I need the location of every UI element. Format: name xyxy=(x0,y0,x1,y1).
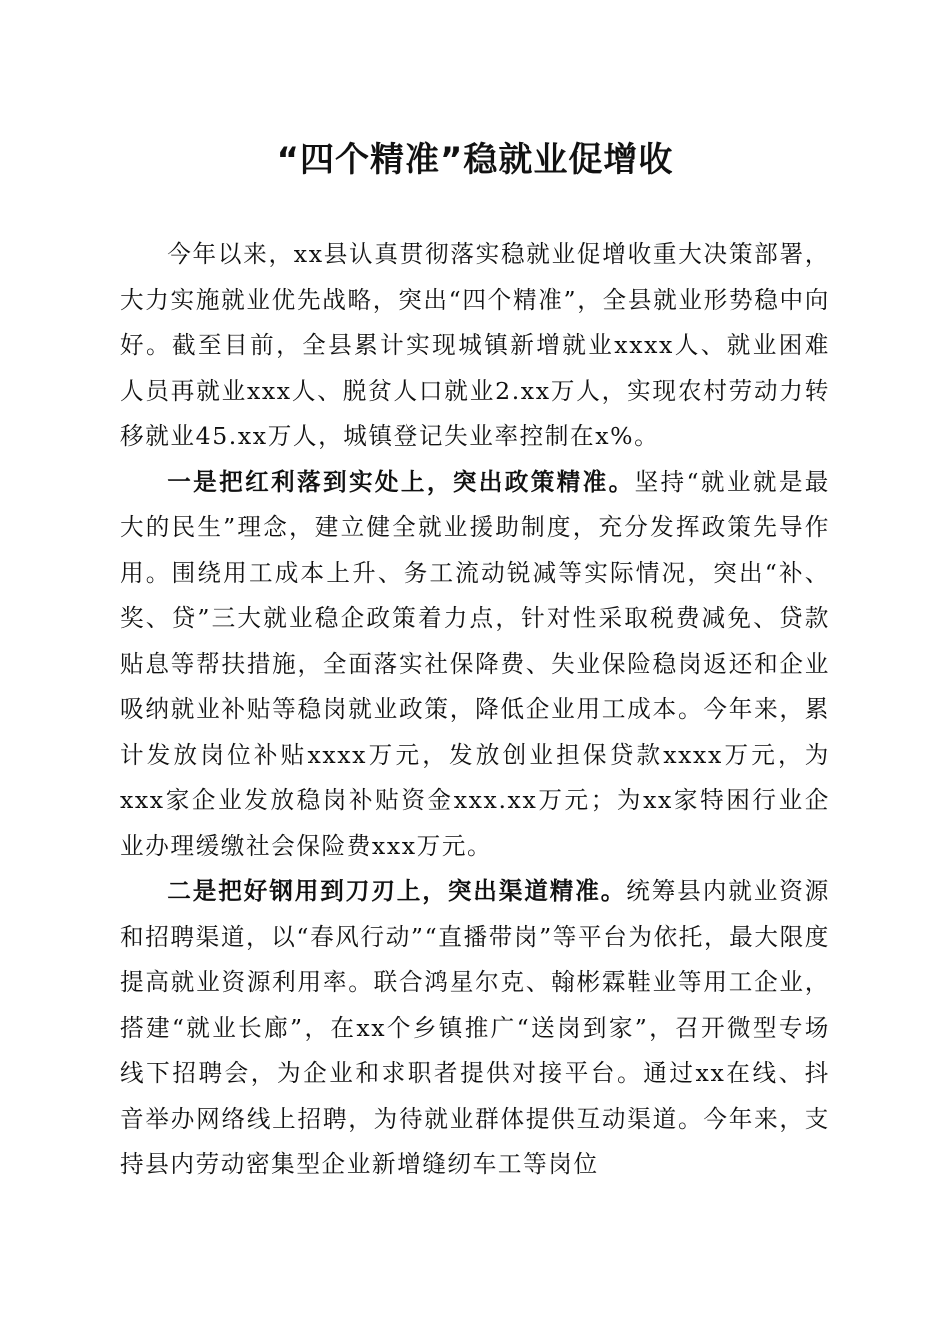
paragraph-lead: 一是把红利落到实处上，突出政策精准。 xyxy=(167,467,635,496)
document-body xyxy=(120,232,830,1188)
paragraph-intro xyxy=(120,232,830,460)
document-title: “四个精准”稳就业促增收 xyxy=(276,140,674,180)
paragraph-text: 统筹县内就业资源和招聘渠道，以“春风行动”“直播带岗”等平台为依托，最大限度提高就业资源利用率。联合鸿星尔克、翰彬霖鞋业等用工企业，搭建“就业长廊”，在xx个乡镇推广“送岗到家”，召开微型专场线下招聘会，为企业和求职者提供对接平台。通过xx在线、抖音举办网络线上招聘，为待就业群体提供互动渠道。今年来，支持县内劳动密集型企业新增缝纫车工等岗位 xyxy=(120,877,830,1178)
paragraph-text: 坚持“就业就是最大的民生”理念，建立健全就业援助制度，充分发挥政策先导作用。围绕用工成本上升、务工流动锐减等实际情况，突出“补、奖、贷”三大就业稳企政策着力点，针对性采取税费减免、贷款贴息等帮扶措施，全面落实社保降费、失业保险稳岗返还和企业吸纳就业补贴等稳岗就业政策，降低企业用工成本。今年来，累计发放岗位补贴xxxx万元，发放创业担保贷款xxxx万元，为xxx家企业发放稳岗补贴资金xxx.xx万元；为xx家特困行业企业办理缓缴社会保险费xxx万元。 xyxy=(120,467,830,860)
paragraph-policy xyxy=(120,460,830,870)
paragraph-lead: 二是把好钢用到刀刃上，突出渠道精准。 xyxy=(167,877,627,905)
paragraph-channel xyxy=(120,869,830,1188)
paragraph-text: 今年以来，xx县认真贯彻落实稳就业促增收重大决策部署，大力实施就业优先战略，突出“四个精准”，全县就业形势稳中向好。截至目前，全县累计实现城镇新增就业xxxx人、就业困难人员再就业xxx人、脱贫人口就业2.xx万人，实现农村劳动力转移就业45.xx万人，城镇登记失业率控制在x%。 xyxy=(120,240,830,450)
